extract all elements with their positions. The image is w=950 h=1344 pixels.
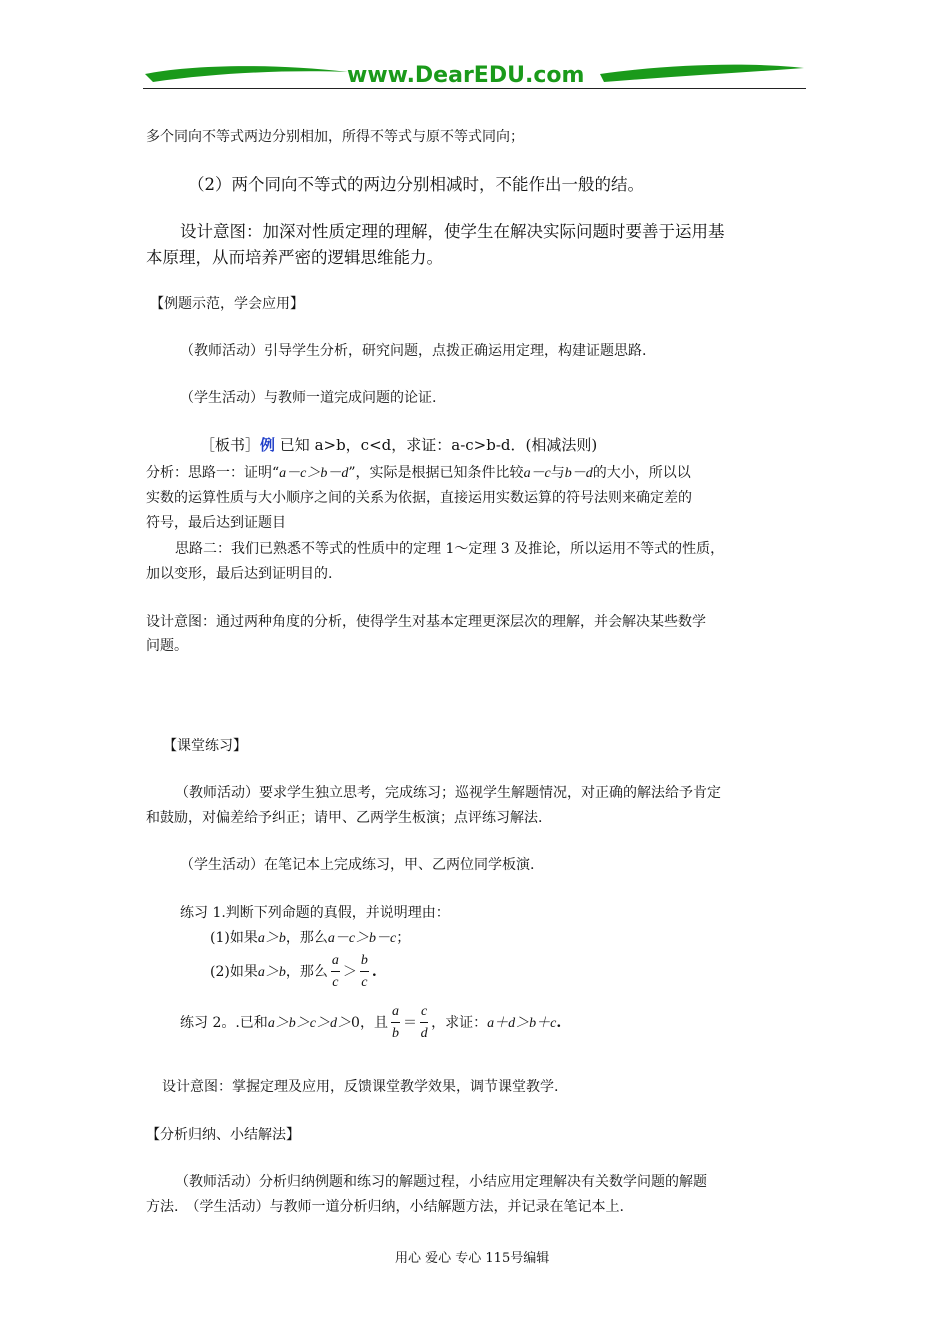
page-footer: 用心 爱心 专心 115号编辑 bbox=[395, 1251, 550, 1266]
example-body: 已知 a>b，c<d，求证：a-c>b-d．(相减法则) bbox=[275, 436, 598, 454]
math-expr: a－c bbox=[523, 466, 551, 481]
analysis-line: 符号，最后达到证题目 bbox=[146, 515, 286, 531]
fraction: $\frac{a}{c}$ bbox=[331, 953, 339, 990]
paragraph-line: （学生活动）与教师一道完成问题的论证. bbox=[180, 390, 437, 406]
paragraph-line: 多个同向不等式两边分别相加，所得不等式与原不等式同向； bbox=[146, 129, 524, 145]
exercise-item: (2)如果a＞b，那么 $\frac{a}{c}$ ＞ $\frac{b}{c}$ . bbox=[210, 953, 377, 990]
header-divider bbox=[143, 88, 806, 89]
header-swoosh-right bbox=[600, 60, 806, 86]
paragraph-line: 方法. （学生活动）与教师一道分析归纳，小结解题方法，并记录在笔记本上. bbox=[146, 1199, 624, 1215]
fraction: $\frac{c}{d}$ bbox=[420, 1004, 428, 1041]
math-expr: a－c＞b－d bbox=[279, 466, 349, 481]
analysis-line: 分析：思路一：证明“a－c＞b－d”，实际是根据已知条件比较a－c与b－d的大小，所以以 bbox=[146, 465, 691, 481]
exercise-item: 练习 2。.已和a＞b＞c＞d＞0，且 $\frac{a}{b}$ ＝ $\frac{c}{d}$ ，求证：a＋d＞b＋c. bbox=[180, 1004, 562, 1041]
paragraph-line: （教师活动）引导学生分析，研究问题，点拨正确运用定理，构建证题思路. bbox=[180, 343, 647, 359]
math-expr: b－d bbox=[564, 466, 593, 481]
paragraph-line: （教师活动）要求学生独立思考，完成练习；巡视学生解题情况，对正确的解法给予肯定 bbox=[175, 785, 721, 801]
paragraph-line: （教师活动）分析归纳例题和练习的解题过程，小结应用定理解决有关数学问题的解题 bbox=[175, 1174, 707, 1190]
fraction: $\frac{a}{b}$ bbox=[391, 1004, 399, 1041]
paragraph-line: （学生活动）在笔记本上完成练习，甲、乙两位同学板演. bbox=[180, 857, 535, 873]
example-label: 例 bbox=[260, 436, 276, 454]
fraction: $\frac{b}{c}$ bbox=[360, 953, 368, 990]
section-heading: 【例题示范，学会应用】 bbox=[150, 296, 304, 312]
paragraph-line: 设计意图：通过两种角度的分析，使得学生对基本定理更深层次的理解，并会解决某些数学 bbox=[146, 614, 706, 630]
analysis-line: 加以变形，最后达到证明目的. bbox=[146, 566, 333, 582]
paragraph-line: 问题。 bbox=[146, 638, 188, 654]
section-heading: 【分析归纳、小结解法】 bbox=[146, 1127, 300, 1143]
analysis-line: 实数的运算性质与大小顺序之间的关系为依据，直接运用实数运算的符号法则来确定差的 bbox=[146, 490, 692, 506]
paragraph-line: （2）两个同向不等式的两边分别相减时，不能作出一般的结。 bbox=[188, 175, 644, 194]
header-swoosh-left bbox=[143, 60, 348, 86]
board-tag: ［板书］ bbox=[200, 436, 261, 454]
example-line bbox=[200, 433, 597, 457]
exercise-item: (1)如果a＞b，那么a－c＞b－c； bbox=[210, 930, 411, 946]
site-logo: www.DearEDU.com bbox=[347, 63, 585, 88]
paragraph-line: 本原理，从而培养严密的逻辑思维能力。 bbox=[146, 248, 443, 267]
analysis-line: 思路二：我们已熟悉不等式的性质中的定理 1～定理 3 及推论，所以运用不等式的性质， bbox=[175, 541, 725, 557]
section-heading: 【课堂练习】 bbox=[163, 738, 247, 754]
paragraph-line: 设计意图：掌握定理及应用，反馈课堂教学效果，调节课堂教学. bbox=[162, 1079, 559, 1095]
paragraph-line: 和鼓励，对偏差给予纠正；请甲、乙两学生板演；点评练习解法. bbox=[146, 810, 543, 826]
paragraph-line: 设计意图：加深对性质定理的理解，使学生在解决实际问题时要善于运用基 bbox=[180, 222, 725, 241]
exercise-title: 练习 1.判断下列命题的真假，并说明理由： bbox=[180, 905, 450, 921]
